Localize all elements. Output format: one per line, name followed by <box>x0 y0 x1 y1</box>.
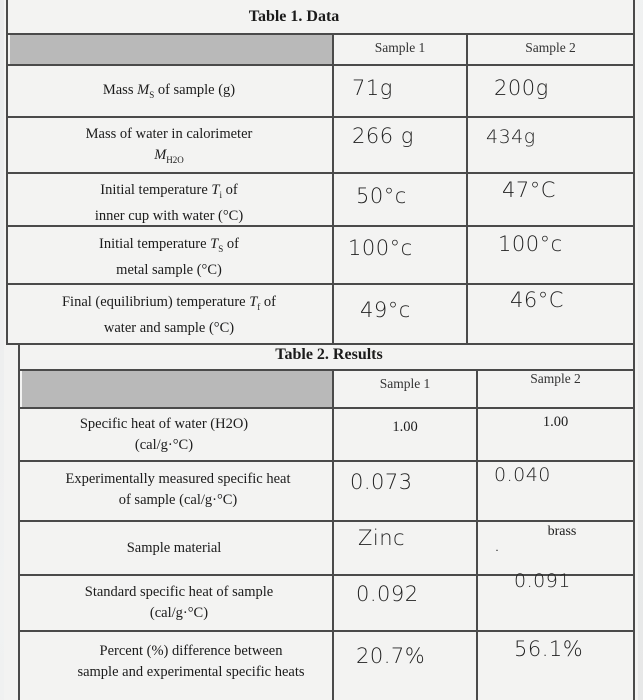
label-initial-temp-cup: Initial temperature $T_i$ of inner cup with water (°C) <box>94 182 244 224</box>
label-standard-specific-heat: Standard specific heat of sample (cal/g·°C) <box>84 584 274 621</box>
label-experimental-specific-heat: Experimentally measured specific heat of sample (cal/g·°C) <box>65 471 291 508</box>
label-sample-material: Sample material <box>126 540 222 556</box>
table1-title: Table 1. Data <box>248 8 340 25</box>
label-final-temp: Final (equilibrium) temperature $T_f$ of water and sample (°C) <box>61 294 277 336</box>
table1-header-sample1: Sample 1 <box>374 40 426 55</box>
table2-header-sample2: Sample 2 <box>530 371 581 386</box>
value-percent-difference-s1: 20.7% <box>356 644 426 668</box>
value-initial-temp-metal-s1: 100°c <box>348 236 413 260</box>
value-initial-temp-cup-s1: 50°c <box>356 184 407 208</box>
t1-col-divider-1 <box>332 34 334 344</box>
label-specific-heat-water: Specific heat of water (H2O) (cal/g·°C) <box>79 416 249 453</box>
table2-header-shading <box>22 370 332 408</box>
label-mass-water: Mass of water in calorimeter $M_{H2O}$ <box>85 126 253 165</box>
value-standard-specific-heat-s1: 0.092 <box>356 582 419 606</box>
t1-col-divider-2 <box>466 34 468 344</box>
table2-header-sample1: Sample 1 <box>379 376 431 391</box>
table1-header-sample2: Sample 2 <box>525 40 576 55</box>
lab-sheet <box>4 0 638 700</box>
stray-mark: · <box>495 543 499 557</box>
table2-title: Table 2. Results <box>275 346 383 363</box>
value-mass-sample-s2: 200g <box>494 76 549 100</box>
value-specific-heat-water-s1: 1.00 <box>392 419 418 435</box>
value-initial-temp-metal-s2: 100°c <box>498 232 563 256</box>
value-experimental-specific-heat-s1: 0.073 <box>350 470 413 494</box>
border-left-t2 <box>18 345 20 700</box>
border-right <box>633 0 635 700</box>
value-mass-sample-s1: 71g <box>352 76 393 100</box>
value-mass-water-s1: 266 g <box>352 124 414 148</box>
value-initial-temp-cup-s2: 47°C <box>502 178 556 202</box>
value-final-temp-s1: 49°c <box>360 298 411 322</box>
value-specific-heat-water-s2: 1.00 <box>542 414 569 430</box>
label-mass-sample: Mass $M_S$ of sample (g) <box>102 82 236 100</box>
value-mass-water-s2: 434g <box>486 126 536 148</box>
value-sample-material-s1: Zinc <box>358 526 406 550</box>
label-percent-difference: Percent (%) difference between sample and experimental specific heats <box>77 643 305 680</box>
value-final-temp-s2: 46°C <box>510 288 564 312</box>
value-experimental-specific-heat-s2: 0.040 <box>494 464 551 486</box>
value-percent-difference-s2: 56.1% <box>514 637 584 661</box>
value-standard-specific-heat-s2: 0.091 <box>514 570 571 592</box>
value-sample-material-s2: brass <box>547 524 577 539</box>
table1-header-shading <box>10 34 332 64</box>
label-initial-temp-metal: Initial temperature $T_S$ of metal sample (°C) <box>99 236 239 278</box>
